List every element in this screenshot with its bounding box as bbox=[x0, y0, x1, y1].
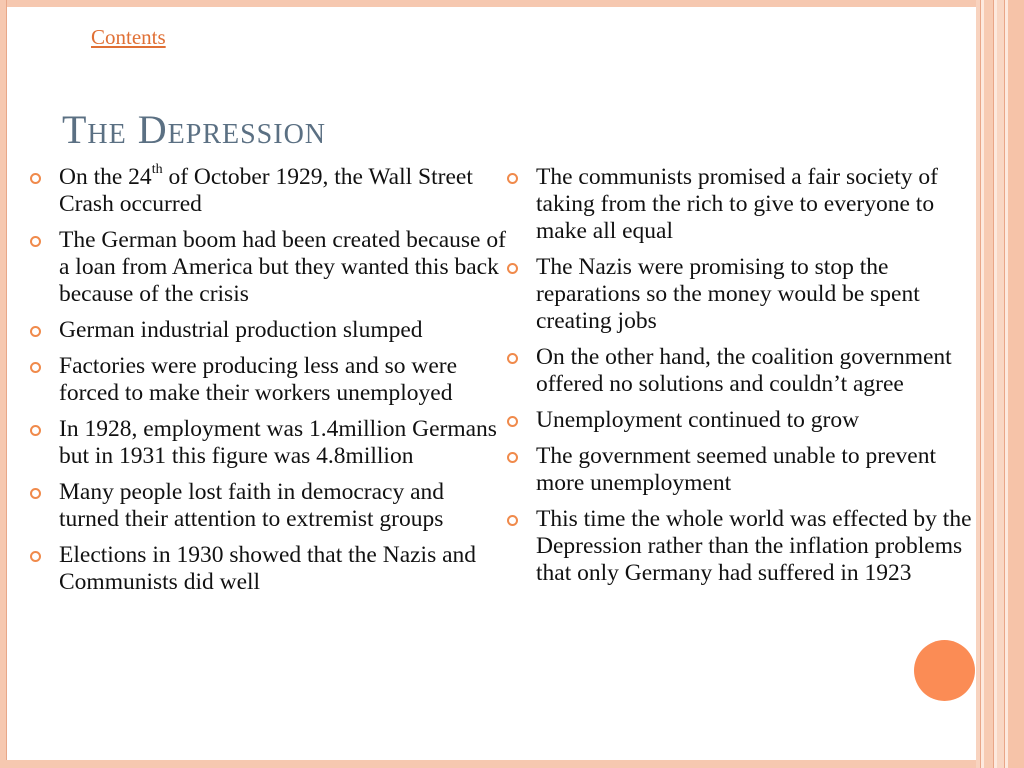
hollow-circle-bullet-icon bbox=[507, 515, 518, 526]
bullet-text: The Nazis were promising to stop the reparations so the money would be spent creating jobs bbox=[536, 254, 920, 334]
list-item bbox=[536, 164, 984, 245]
slide-frame-left bbox=[0, 0, 7, 768]
bullet-text: Many people lost faith in democracy and turned their attention to extremist groups bbox=[59, 479, 445, 532]
list-item bbox=[536, 506, 984, 587]
bullet-text: The communists promised a fair society of taking from the rich to give to everyone to make all equal bbox=[536, 164, 939, 244]
left-bullet-list bbox=[59, 164, 507, 605]
list-item bbox=[536, 407, 984, 434]
hollow-circle-bullet-icon bbox=[507, 263, 518, 274]
hollow-circle-bullet-icon bbox=[507, 353, 518, 364]
bullet-text-sup: th bbox=[151, 162, 163, 178]
decorative-orange-circle bbox=[914, 640, 975, 701]
bullet-text: The government seemed unable to prevent more unemployment bbox=[536, 443, 937, 496]
bullet-text: On the other hand, the coalition government offered no solutions and couldn’t agree bbox=[536, 344, 952, 397]
hollow-circle-bullet-icon bbox=[30, 425, 41, 436]
bullet-text: Elections in 1930 showed that the Nazis and Communists did well bbox=[59, 542, 477, 595]
list-item bbox=[536, 344, 984, 398]
bullet-text: In 1928, employment was 1.4million Germans but in 1931 this figure was 4.8million bbox=[59, 416, 497, 469]
bullet-text: Factories were producing less and so were forced to make their workers unemployed bbox=[59, 353, 458, 406]
hollow-circle-bullet-icon bbox=[507, 452, 518, 463]
hollow-circle-bullet-icon bbox=[30, 362, 41, 373]
bullet-text-post: of October 1929, the Wall Street Crash occurred bbox=[59, 164, 473, 217]
hollow-circle-bullet-icon bbox=[507, 416, 518, 427]
list-item bbox=[59, 416, 507, 470]
bullet-text: Unemployment continued to grow bbox=[536, 407, 860, 433]
list-item bbox=[536, 254, 984, 335]
contents-link[interactable]: Contents bbox=[91, 25, 166, 49]
list-item bbox=[59, 353, 507, 407]
slide-frame-bottom bbox=[0, 760, 1024, 768]
hollow-circle-bullet-icon bbox=[30, 551, 41, 562]
slide-frame-top bbox=[0, 0, 1024, 7]
bullet-text: This time the whole world was effected by the Depression rather than the inflation problems that only Germany had suffered in 1923 bbox=[536, 506, 972, 586]
list-item bbox=[59, 479, 507, 533]
hollow-circle-bullet-icon bbox=[507, 173, 518, 184]
right-bullet-list bbox=[536, 164, 984, 596]
slide-title: The Depression bbox=[62, 107, 327, 152]
hollow-circle-bullet-icon bbox=[30, 236, 41, 247]
list-item bbox=[59, 227, 507, 308]
bullet-text-pre: On the 24 bbox=[59, 164, 152, 190]
hollow-circle-bullet-icon bbox=[30, 326, 41, 337]
list-item bbox=[536, 443, 984, 497]
bullet-text: The German boom had been created because of a loan from America but they wanted this back because of the crisis bbox=[59, 227, 506, 307]
list-item bbox=[59, 542, 507, 596]
list-item bbox=[59, 164, 507, 218]
list-item bbox=[59, 317, 507, 344]
bullet-text: German industrial production slumped bbox=[59, 317, 423, 343]
hollow-circle-bullet-icon bbox=[30, 173, 41, 184]
hollow-circle-bullet-icon bbox=[30, 488, 41, 499]
